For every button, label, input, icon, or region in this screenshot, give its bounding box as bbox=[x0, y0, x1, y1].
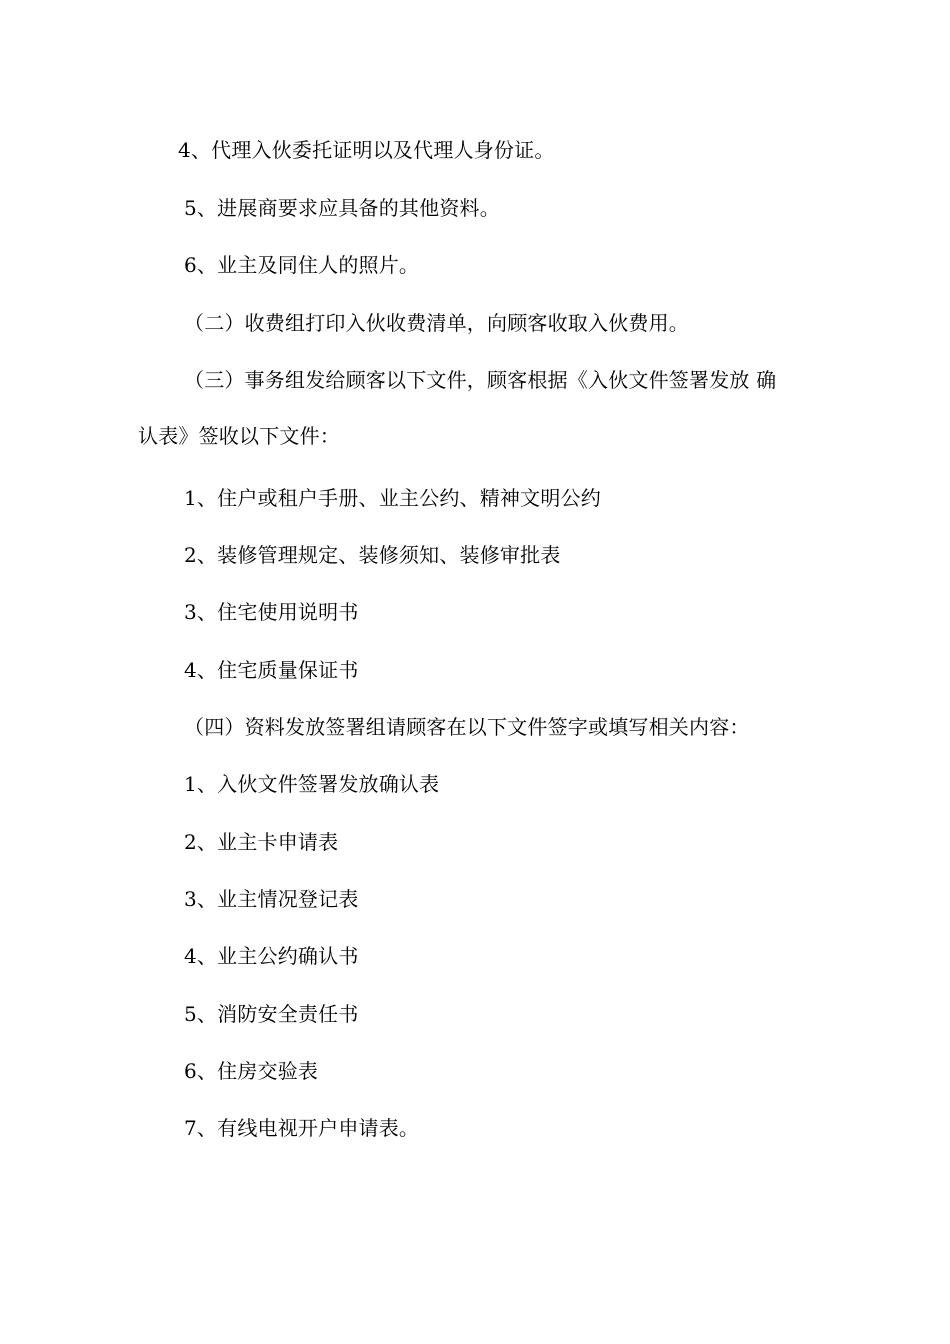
section-4-signing: （四）资料发放签署组请顾客在以下文件签字或填写相关内容： bbox=[184, 715, 750, 739]
sign-item-4-convention: 4、业主公约确认书 bbox=[184, 944, 359, 968]
sign-item-7-cable-tv: 7、有线电视开户申请表。 bbox=[184, 1116, 420, 1140]
item-4-agent-proof: 4、代理入伙委托证明以及代理人身份证。 bbox=[178, 138, 555, 162]
sign-item-2-owner-card: 2、业主卡申请表 bbox=[184, 830, 339, 854]
section-3-documents: （三）事务组发给顾客以下文件，顾客根据《入伙文件签署发放 确 bbox=[184, 368, 777, 392]
doc-item-4-warranty: 4、住宅质量保证书 bbox=[184, 658, 359, 682]
sign-item-3-owner-register: 3、业主情况登记表 bbox=[184, 887, 359, 911]
section-2-fees: （二）收费组打印入伙收费清单，向顾客收取入伙费用。 bbox=[184, 311, 689, 335]
sign-item-5-fire-safety: 5、消防安全责任书 bbox=[184, 1002, 359, 1026]
doc-item-2-renovation: 2、装修管理规定、装修须知、装修审批表 bbox=[184, 543, 561, 567]
sign-item-6-inspection: 6、住房交验表 bbox=[184, 1059, 319, 1083]
item-6-photos: 6、业主及同住人的照片。 bbox=[184, 253, 420, 277]
sign-item-1-confirmation: 1、入伙文件签署发放确认表 bbox=[184, 772, 440, 796]
section-3-continuation: 认表》签收以下文件： bbox=[138, 424, 340, 448]
doc-item-1-handbook: 1、住户或租户手册、业主公约、精神文明公约 bbox=[184, 486, 601, 510]
item-5-other-materials: 5、进展商要求应具备的其他资料。 bbox=[184, 196, 500, 220]
doc-item-3-manual: 3、住宅使用说明书 bbox=[184, 600, 359, 624]
